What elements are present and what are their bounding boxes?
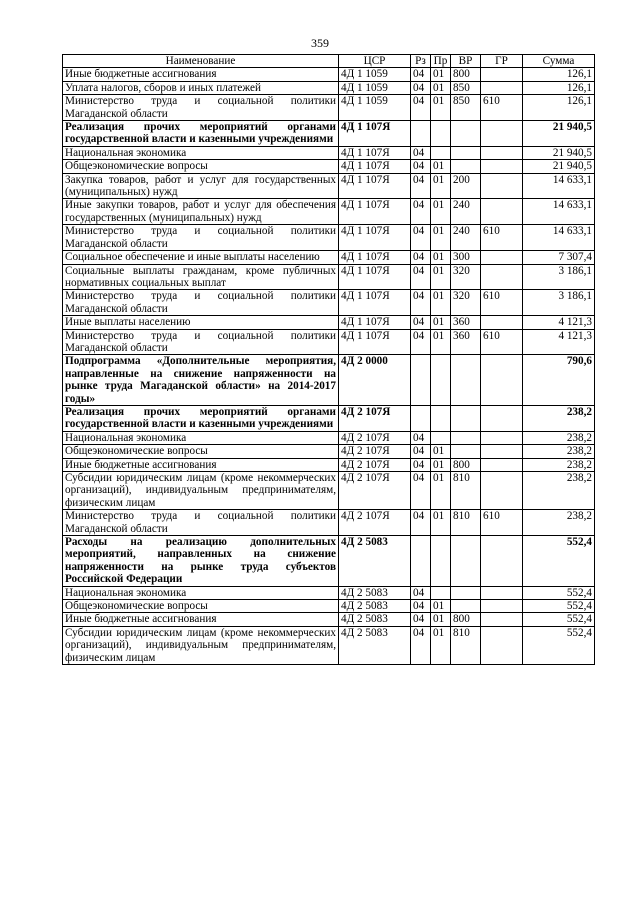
- cell-rz: 04: [411, 626, 431, 664]
- cell-pr: 01: [431, 626, 451, 664]
- cell-vr: 300: [451, 251, 481, 264]
- cell-name: Общеэкономические вопросы: [63, 600, 339, 613]
- cell-gr: [481, 264, 523, 290]
- budget-table: [62, 54, 595, 665]
- cell-csr: 4Д 2 5083: [339, 536, 411, 587]
- cell-rz: 04: [411, 199, 431, 225]
- cell-pr: 01: [431, 81, 451, 94]
- cell-pr: [431, 431, 451, 444]
- table-row: [63, 586, 595, 599]
- cell-csr: 4Д 2 107Я: [339, 445, 411, 458]
- cell-csr: 4Д 1 107Я: [339, 121, 411, 147]
- cell-vr: 360: [451, 316, 481, 329]
- cell-rz: 04: [411, 173, 431, 199]
- cell-sum: 126,1: [523, 81, 595, 94]
- cell-rz: 04: [411, 445, 431, 458]
- cell-vr: [451, 445, 481, 458]
- table-row: [63, 146, 595, 159]
- cell-gr: 610: [481, 95, 523, 121]
- cell-csr: 4Д 1 107Я: [339, 225, 411, 251]
- cell-sum: 552,4: [523, 600, 595, 613]
- cell-vr: [451, 536, 481, 587]
- table-row: [63, 329, 595, 355]
- cell-csr: 4Д 1 107Я: [339, 146, 411, 159]
- cell-csr: 4Д 1 1059: [339, 68, 411, 81]
- cell-vr: 850: [451, 95, 481, 121]
- cell-name: Министерство труда и социальной политики Магаданской области: [63, 225, 339, 251]
- cell-pr: 01: [431, 316, 451, 329]
- cell-gr: [481, 199, 523, 225]
- cell-name: Реализация прочих мероприятий органами государственной власти и казенными учреждениями: [63, 121, 339, 147]
- cell-gr: [481, 458, 523, 471]
- cell-pr: 01: [431, 472, 451, 510]
- cell-gr: 610: [481, 290, 523, 316]
- cell-rz: [411, 536, 431, 587]
- cell-rz: 04: [411, 160, 431, 173]
- cell-name: Расходы на реализацию дополнительных мероприятий, направленных на снижение напряженности на рынке труда субъектов Российской Федерации: [63, 536, 339, 587]
- cell-csr: 4Д 2 0000: [339, 355, 411, 406]
- cell-sum: 552,4: [523, 536, 595, 587]
- table-row: [63, 121, 595, 147]
- cell-vr: [451, 431, 481, 444]
- table-row: [63, 510, 595, 536]
- cell-csr: 4Д 1 107Я: [339, 264, 411, 290]
- table-row: [63, 613, 595, 626]
- table-row: [63, 355, 595, 406]
- cell-vr: 800: [451, 613, 481, 626]
- cell-pr: 01: [431, 600, 451, 613]
- cell-pr: 01: [431, 68, 451, 81]
- table-row: [63, 445, 595, 458]
- cell-vr: 810: [451, 626, 481, 664]
- cell-sum: 4 121,3: [523, 329, 595, 355]
- cell-csr: 4Д 2 5083: [339, 613, 411, 626]
- cell-rz: 04: [411, 458, 431, 471]
- cell-name: Общеэкономические вопросы: [63, 160, 339, 173]
- cell-rz: [411, 355, 431, 406]
- cell-csr: 4Д 2 5083: [339, 626, 411, 664]
- cell-pr: 01: [431, 329, 451, 355]
- table-row: [63, 472, 595, 510]
- table-row: [63, 290, 595, 316]
- table-row: [63, 95, 595, 121]
- cell-name: Уплата налогов, сборов и иных платежей: [63, 81, 339, 94]
- cell-pr: 01: [431, 251, 451, 264]
- table-row: [63, 536, 595, 587]
- cell-pr: 01: [431, 173, 451, 199]
- cell-rz: 04: [411, 81, 431, 94]
- table-row: [63, 600, 595, 613]
- table-row: [63, 251, 595, 264]
- cell-csr: 4Д 1 107Я: [339, 199, 411, 225]
- table-row: [63, 68, 595, 81]
- cell-vr: 360: [451, 329, 481, 355]
- cell-name: Иные выплаты населению: [63, 316, 339, 329]
- cell-gr: [481, 445, 523, 458]
- cell-sum: 790,6: [523, 355, 595, 406]
- cell-pr: 01: [431, 225, 451, 251]
- cell-gr: 610: [481, 510, 523, 536]
- cell-pr: [431, 121, 451, 147]
- cell-rz: 04: [411, 225, 431, 251]
- cell-sum: 14 633,1: [523, 225, 595, 251]
- cell-rz: 04: [411, 146, 431, 159]
- cell-sum: 21 940,5: [523, 121, 595, 147]
- cell-sum: 7 307,4: [523, 251, 595, 264]
- table-row: [63, 264, 595, 290]
- cell-sum: 3 186,1: [523, 264, 595, 290]
- cell-vr: 200: [451, 173, 481, 199]
- cell-sum: 126,1: [523, 68, 595, 81]
- cell-name: Субсидии юридическим лицам (кроме некоммерческих организаций), индивидуальным предпринимателям, физическим лицам: [63, 472, 339, 510]
- cell-gr: [481, 613, 523, 626]
- cell-pr: 01: [431, 458, 451, 471]
- cell-rz: 04: [411, 613, 431, 626]
- cell-name: Закупка товаров, работ и услуг для государственных (муниципальных) нужд: [63, 173, 339, 199]
- header-pr: Пр: [431, 55, 451, 68]
- table-row: [63, 458, 595, 471]
- cell-name: Министерство труда и социальной политики Магаданской области: [63, 510, 339, 536]
- cell-gr: [481, 173, 523, 199]
- cell-gr: [481, 600, 523, 613]
- cell-name: Национальная экономика: [63, 431, 339, 444]
- cell-gr: [481, 405, 523, 431]
- cell-gr: [481, 355, 523, 406]
- cell-sum: 21 940,5: [523, 160, 595, 173]
- cell-rz: 04: [411, 586, 431, 599]
- page-number: 359: [311, 36, 329, 50]
- header-gr: ГР: [481, 55, 523, 68]
- cell-rz: 04: [411, 95, 431, 121]
- cell-sum: 238,2: [523, 510, 595, 536]
- cell-csr: 4Д 1 107Я: [339, 329, 411, 355]
- cell-csr: 4Д 2 107Я: [339, 458, 411, 471]
- cell-pr: [431, 536, 451, 587]
- table-row: [63, 316, 595, 329]
- cell-vr: [451, 121, 481, 147]
- cell-sum: 552,4: [523, 586, 595, 599]
- table-row: [63, 81, 595, 94]
- cell-pr: [431, 146, 451, 159]
- cell-gr: [481, 160, 523, 173]
- cell-vr: [451, 160, 481, 173]
- cell-csr: 4Д 2 107Я: [339, 472, 411, 510]
- cell-pr: [431, 405, 451, 431]
- cell-sum: 238,2: [523, 445, 595, 458]
- table-row: [63, 626, 595, 664]
- header-name: Наименование: [63, 55, 339, 68]
- table-row: [63, 431, 595, 444]
- cell-pr: 01: [431, 199, 451, 225]
- cell-gr: [481, 472, 523, 510]
- cell-sum: 238,2: [523, 431, 595, 444]
- cell-name: Социальное обеспечение и иные выплаты населению: [63, 251, 339, 264]
- table-row: [63, 199, 595, 225]
- cell-csr: 4Д 1 1059: [339, 95, 411, 121]
- cell-pr: 01: [431, 264, 451, 290]
- cell-csr: 4Д 2 5083: [339, 586, 411, 599]
- cell-name: Подпрограмма «Дополнительные мероприятия, направленные на снижение напряженности на рынке труда Магаданской области» на 2014-2017 годы»: [63, 355, 339, 406]
- cell-rz: [411, 121, 431, 147]
- cell-pr: [431, 586, 451, 599]
- cell-csr: 4Д 2 107Я: [339, 405, 411, 431]
- cell-vr: 810: [451, 510, 481, 536]
- cell-gr: [481, 68, 523, 81]
- cell-csr: 4Д 1 107Я: [339, 290, 411, 316]
- cell-gr: [481, 81, 523, 94]
- cell-csr: 4Д 1 1059: [339, 81, 411, 94]
- table-row: [63, 160, 595, 173]
- cell-gr: 610: [481, 329, 523, 355]
- cell-vr: 810: [451, 472, 481, 510]
- cell-gr: [481, 536, 523, 587]
- cell-csr: 4Д 2 107Я: [339, 510, 411, 536]
- cell-pr: 01: [431, 510, 451, 536]
- cell-sum: 14 633,1: [523, 199, 595, 225]
- cell-gr: [481, 586, 523, 599]
- cell-pr: 01: [431, 160, 451, 173]
- cell-sum: 238,2: [523, 405, 595, 431]
- table-row: [63, 173, 595, 199]
- cell-vr: 800: [451, 68, 481, 81]
- cell-rz: 04: [411, 290, 431, 316]
- cell-name: Иные закупки товаров, работ и услуг для обеспечения государственных (муниципальных) нужд: [63, 199, 339, 225]
- cell-vr: 850: [451, 81, 481, 94]
- cell-sum: 126,1: [523, 95, 595, 121]
- cell-pr: 01: [431, 445, 451, 458]
- cell-vr: 800: [451, 458, 481, 471]
- cell-sum: 238,2: [523, 472, 595, 510]
- cell-rz: 04: [411, 472, 431, 510]
- cell-vr: 320: [451, 290, 481, 316]
- cell-vr: 240: [451, 225, 481, 251]
- cell-rz: 04: [411, 600, 431, 613]
- cell-csr: 4Д 1 107Я: [339, 251, 411, 264]
- cell-csr: 4Д 1 107Я: [339, 316, 411, 329]
- cell-gr: [481, 146, 523, 159]
- cell-name: Субсидии юридическим лицам (кроме некоммерческих организаций), индивидуальным предпринимателям, физическим лицам: [63, 626, 339, 664]
- cell-rz: [411, 405, 431, 431]
- cell-name: Министерство труда и социальной политики Магаданской области: [63, 329, 339, 355]
- cell-rz: 04: [411, 251, 431, 264]
- cell-csr: 4Д 2 5083: [339, 600, 411, 613]
- cell-name: Министерство труда и социальной политики Магаданской области: [63, 290, 339, 316]
- cell-gr: 610: [481, 225, 523, 251]
- cell-pr: 01: [431, 613, 451, 626]
- cell-sum: 552,4: [523, 613, 595, 626]
- cell-pr: [431, 355, 451, 406]
- cell-gr: [481, 121, 523, 147]
- table-header-row: [63, 55, 595, 68]
- cell-csr: 4Д 1 107Я: [339, 173, 411, 199]
- cell-rz: 04: [411, 510, 431, 536]
- cell-pr: 01: [431, 290, 451, 316]
- cell-gr: [481, 431, 523, 444]
- cell-sum: 14 633,1: [523, 173, 595, 199]
- cell-sum: 238,2: [523, 458, 595, 471]
- cell-csr: 4Д 1 107Я: [339, 160, 411, 173]
- header-csr: ЦСР: [339, 55, 411, 68]
- cell-sum: 3 186,1: [523, 290, 595, 316]
- cell-vr: 240: [451, 199, 481, 225]
- cell-vr: [451, 355, 481, 406]
- cell-pr: 01: [431, 95, 451, 121]
- cell-name: Иные бюджетные ассигнования: [63, 613, 339, 626]
- header-rz: Рз: [411, 55, 431, 68]
- table-body: [63, 68, 595, 665]
- cell-gr: [481, 251, 523, 264]
- cell-sum: 4 121,3: [523, 316, 595, 329]
- cell-name: Общеэкономические вопросы: [63, 445, 339, 458]
- cell-name: Иные бюджетные ассигнования: [63, 458, 339, 471]
- cell-name: Национальная экономика: [63, 586, 339, 599]
- header-sum: Сумма: [523, 55, 595, 68]
- cell-name: Социальные выплаты гражданам, кроме публичных нормативных социальных выплат: [63, 264, 339, 290]
- cell-name: Реализация прочих мероприятий органами государственной власти и казенными учреждениями: [63, 405, 339, 431]
- table-row: [63, 225, 595, 251]
- cell-vr: [451, 600, 481, 613]
- cell-rz: 04: [411, 68, 431, 81]
- table-row: [63, 405, 595, 431]
- cell-vr: [451, 405, 481, 431]
- cell-rz: 04: [411, 264, 431, 290]
- cell-rz: 04: [411, 431, 431, 444]
- cell-sum: 21 940,5: [523, 146, 595, 159]
- cell-csr: 4Д 2 107Я: [339, 431, 411, 444]
- cell-name: Национальная экономика: [63, 146, 339, 159]
- cell-vr: [451, 586, 481, 599]
- cell-sum: 552,4: [523, 626, 595, 664]
- cell-gr: [481, 626, 523, 664]
- cell-vr: 320: [451, 264, 481, 290]
- header-vr: ВР: [451, 55, 481, 68]
- cell-name: Иные бюджетные ассигнования: [63, 68, 339, 81]
- cell-gr: [481, 316, 523, 329]
- cell-rz: 04: [411, 316, 431, 329]
- cell-vr: [451, 146, 481, 159]
- cell-name: Министерство труда и социальной политики Магаданской области: [63, 95, 339, 121]
- cell-rz: 04: [411, 329, 431, 355]
